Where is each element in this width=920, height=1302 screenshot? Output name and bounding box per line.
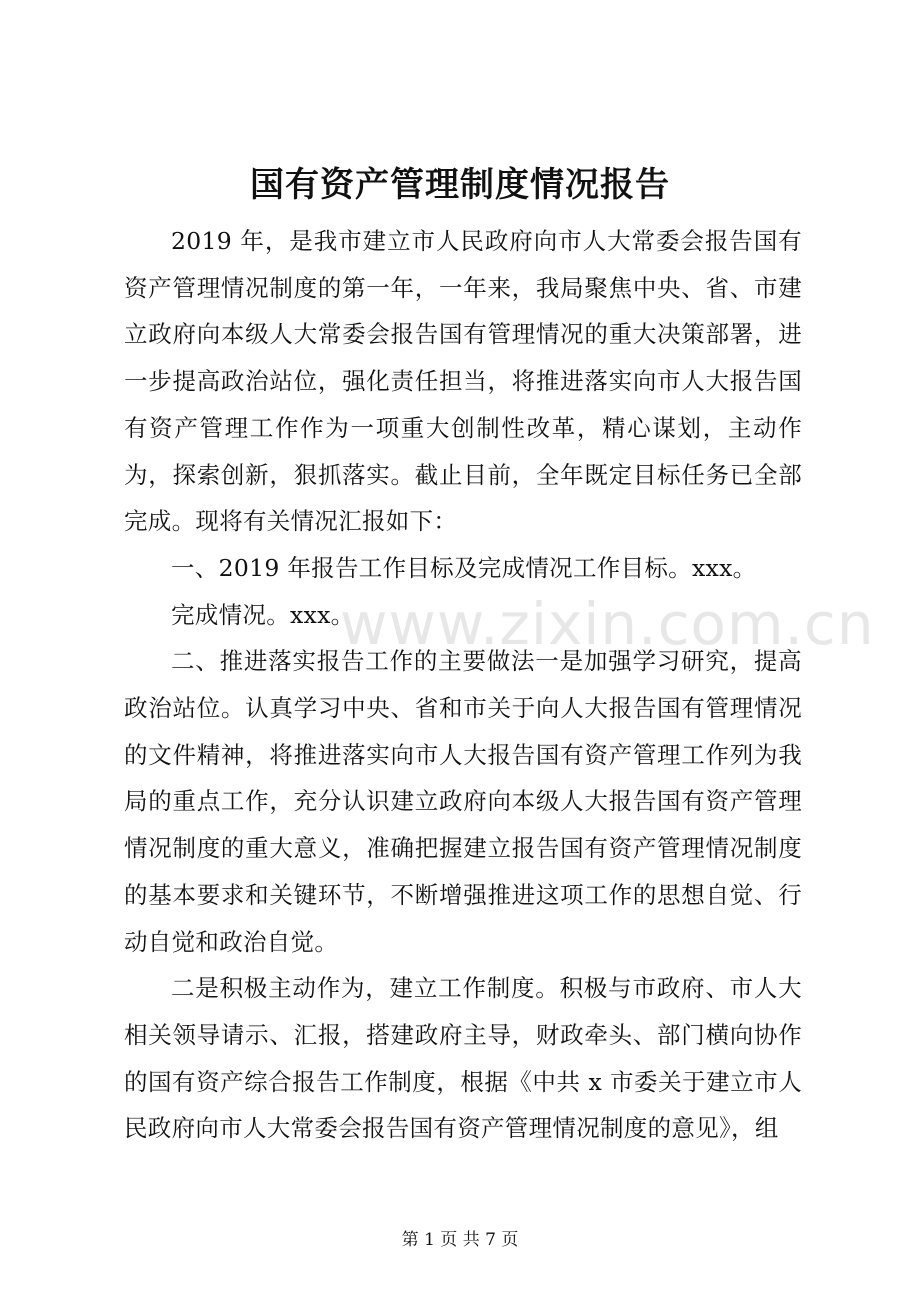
paragraph-section-two: 二、推进落实报告工作的主要做法一是加强学习研究，提高政治站位。认真学习中央、省和市关于向人大报告国有管理情况的文件精神，将推进落实向市人大报告国有资产管理工作列为我局的重点工作，充分认识建立政府向本级人大报告国有资产管理情况制度的重大意义，准确把握建立报告国有资产管理情况制度的基本要求和关键环节，不断增强推进这项工作的思想自觉、行动自觉和政治自觉。 (124, 647, 802, 956)
page-footer: 第 1 页 共 7 页 (401, 1230, 519, 1250)
paragraph-intro: 2019 年，是我市建立市人民政府向市人大常委会报告国有资产管理情况制度的第一年，一年来，我局聚焦中央、省、市建立政府向本级人大常委会报告国有管理情况的重大决策部署，进一步提高政治站位，强化责任担当，将推进落实向市人大报告国有资产管理工作作为一项重大创制性改革，精心谋划，主动作为，探索创新，狠抓落实。截止目前，全年既定目标任务已全部完成。现将有关情况汇报如下： (124, 227, 802, 536)
watermark: www.zixin.com.cn (340, 590, 875, 658)
paragraph-section-one: 一、2019 年报告工作目标及完成情况工作目标。xxx。 (171, 553, 757, 582)
paragraph-section-two-b: 二是积极主动作为，建立工作制度。积极与市政府、市人大相关领导请示、汇报，搭建政府主导，财政牵头、部门横向协作的国有资产综合报告工作制度，根据《中共 x 市委关于建立市人民政府向市人大常委会报告国有资产管理情况制度的意见》，组 (124, 974, 802, 1143)
paragraph-completion: 完成情况。xxx。 (171, 600, 355, 629)
document-body (124, 218, 802, 1152)
page-title: 国有资产管理制度情况报告 (250, 165, 670, 205)
